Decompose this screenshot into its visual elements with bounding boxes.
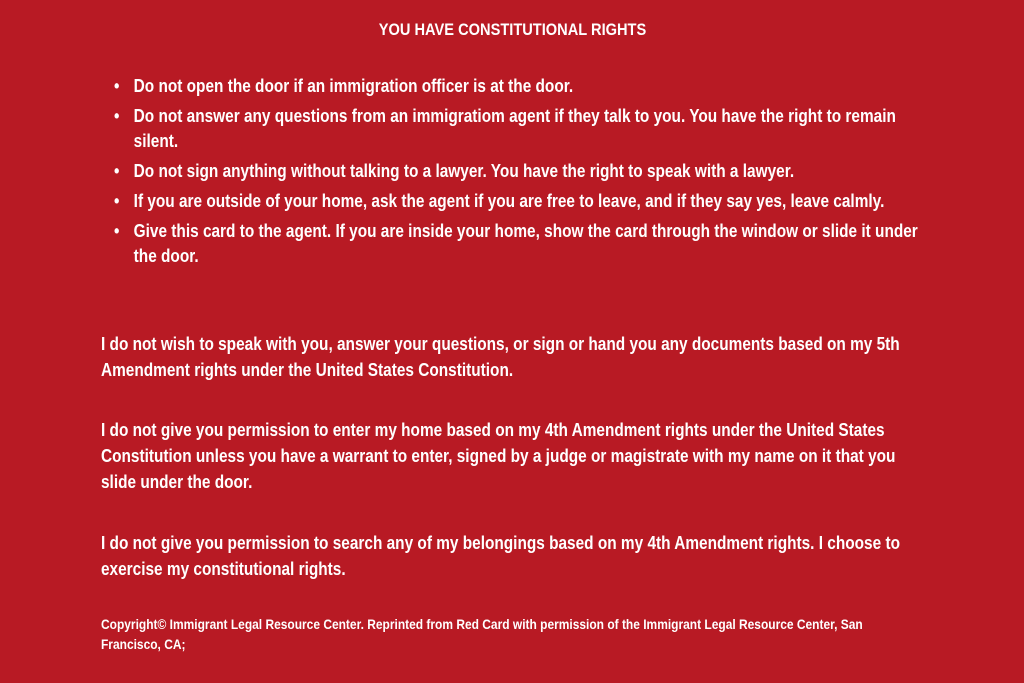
rights-list [114,74,924,274]
rights-item-text: Do not open the door if an immigration officer is at the door. [133,76,574,96]
rights-list-item [114,189,929,214]
bullet-icon: • [114,106,120,126]
rights-item-text: Do not sign anything without talking to a lawyer. You have the right to speak with a lawyer. [133,161,795,181]
bullet-icon: • [114,191,120,211]
rights-list-item [114,74,929,99]
statement-fourth-amendment-search: I do not give you permission to search any of my belongings based on my 4th Amendment rights. I choose to exercise my constitutional rights. [101,533,900,579]
bullet-icon: • [114,161,120,181]
copyright-notice: Copyright© Immigrant Legal Resource Center. Reprinted from Red Card with permission of the Immigrant Legal Resource Center, San Francisco, CA; [101,616,863,652]
statement-fourth-amendment-entry: I do not give you permission to enter my home based on my 4th Amendment rights under the United States Constitution unless you have a warrant to enter, signed by a judge or magistrate with my name on it that you slide under the door. [101,420,896,492]
rights-list-item [114,159,929,184]
bullet-icon: • [114,221,120,241]
rights-list-item [114,104,929,154]
card-title: YOU HAVE CONSTITUTIONAL RIGHTS [378,20,647,39]
rights-item-text: Do not answer any questions from an immigratiom agent if they talk to you. You have the right to remain silent. [133,106,896,151]
bullet-icon: • [114,76,120,96]
rights-item-text: If you are outside of your home, ask the agent if you are free to leave, and if they say yes, leave calmly. [133,191,885,211]
statement-fifth-amendment: I do not wish to speak with you, answer your questions, or sign or hand you any documents based on my 5th Amendment rights under the United States Constitution. [101,334,900,380]
rights-item-text: Give this card to the agent. If you are inside your home, show the card through the window or slide it under the door. [133,221,918,266]
rights-list-item [114,219,929,269]
